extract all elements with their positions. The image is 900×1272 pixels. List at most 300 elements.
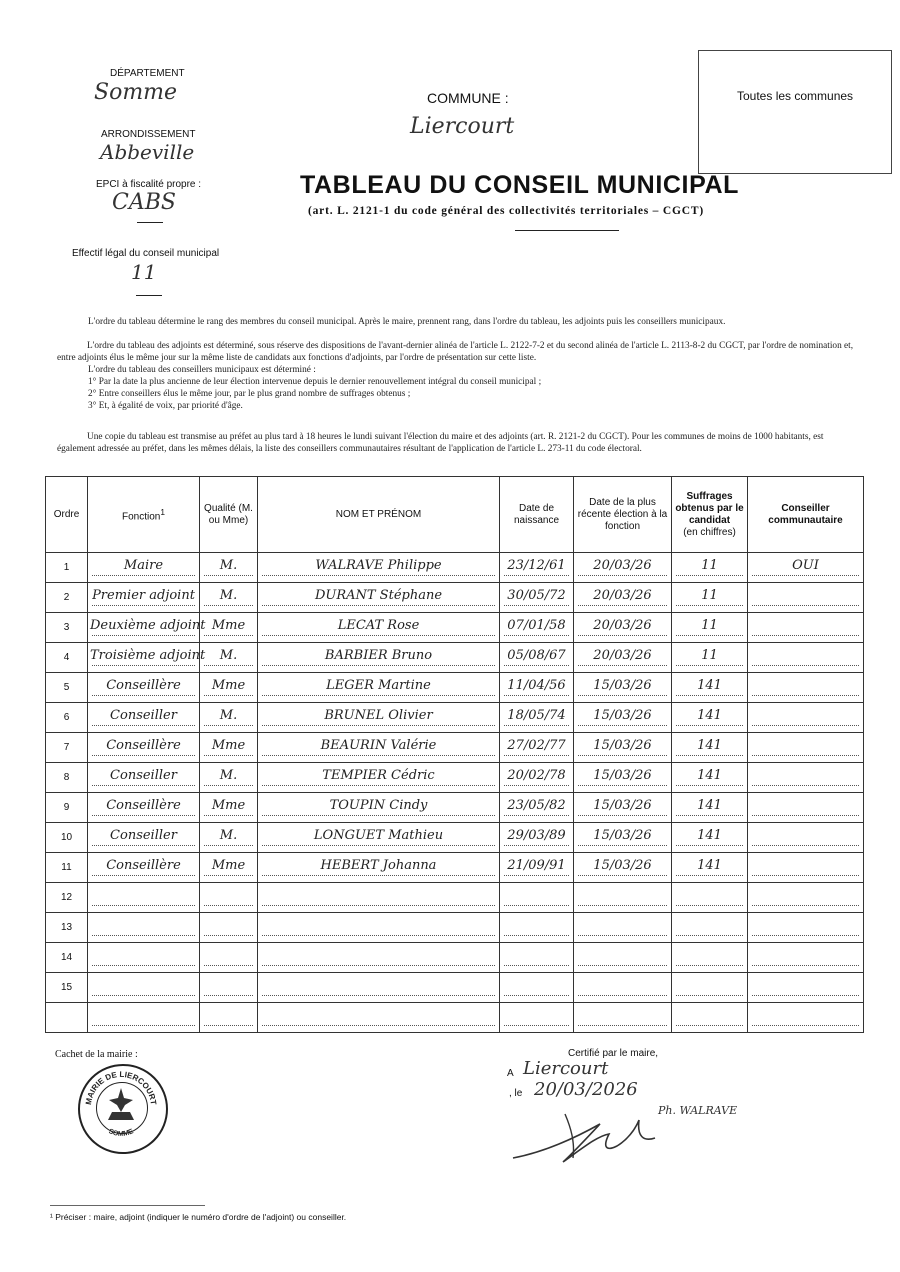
cell-naissance bbox=[500, 943, 574, 973]
cell-ordre: 12 bbox=[46, 883, 88, 913]
cell-qualite bbox=[200, 553, 258, 583]
cell-naissance-value: 29/03/89 bbox=[507, 828, 566, 843]
cell-fonction bbox=[88, 613, 206, 643]
cell-ordre: 14 bbox=[46, 943, 88, 973]
cell-suffrages-value: 141 bbox=[697, 738, 722, 753]
cell-suffrages bbox=[672, 703, 748, 733]
dotted-line bbox=[752, 815, 859, 816]
cell-naissance bbox=[500, 913, 574, 943]
certifie-label: Certifié par le maire, bbox=[568, 1048, 659, 1059]
seal-text-top: MAIRIE DE LIERCOURT bbox=[83, 1069, 158, 1106]
cell-qualite bbox=[200, 763, 258, 793]
cell-fonction-value: Conseiller bbox=[110, 768, 177, 783]
cell-suffrages-value: 11 bbox=[701, 648, 718, 663]
cell-qualite bbox=[200, 703, 258, 733]
table-row bbox=[46, 943, 864, 973]
arrondissement-label: ARRONDISSEMENT bbox=[101, 129, 196, 140]
dotted-line bbox=[752, 635, 859, 636]
cell-naissance bbox=[500, 733, 574, 763]
dotted-line bbox=[92, 635, 195, 636]
dotted-line bbox=[204, 935, 253, 936]
cell-nom bbox=[258, 973, 500, 1003]
dotted-line bbox=[504, 875, 569, 876]
header-naissance: Date de naissance bbox=[500, 477, 574, 553]
cell-ordre: 3 bbox=[46, 613, 88, 643]
table-row bbox=[46, 763, 864, 793]
cell-qualite bbox=[200, 733, 258, 763]
table-row bbox=[46, 703, 864, 733]
dotted-line bbox=[204, 605, 253, 606]
dotted-line bbox=[578, 695, 667, 696]
cell-election bbox=[574, 1003, 672, 1033]
cell-election-value: 15/03/26 bbox=[593, 798, 652, 813]
cell-suffrages-value: 141 bbox=[697, 708, 722, 723]
dotted-line bbox=[752, 995, 859, 996]
cell-election-value: 15/03/26 bbox=[593, 708, 652, 723]
dotted-line bbox=[578, 665, 667, 666]
cell-qualite-value: Mme bbox=[211, 618, 246, 633]
dotted-line bbox=[504, 755, 569, 756]
cell-suffrages-value: 11 bbox=[701, 618, 718, 633]
dotted-line bbox=[262, 905, 495, 906]
cell-nom-value: LONGUET Mathieu bbox=[313, 828, 444, 843]
cell-qualite bbox=[200, 973, 258, 1003]
cell-suffrages bbox=[672, 943, 748, 973]
cell-fonction-value: Maire bbox=[123, 558, 164, 573]
cell-fonction-value: Conseillère bbox=[106, 858, 181, 873]
cell-election bbox=[574, 853, 672, 883]
dotted-line bbox=[92, 665, 195, 666]
cell-communautaire-value: OUI bbox=[792, 558, 819, 573]
cell-election-value: 15/03/26 bbox=[593, 828, 652, 843]
cell-qualite bbox=[200, 943, 258, 973]
le-label: , le bbox=[509, 1088, 523, 1099]
cell-election bbox=[574, 583, 672, 613]
cell-communautaire bbox=[748, 943, 864, 973]
cell-fonction bbox=[88, 733, 200, 763]
dotted-line bbox=[578, 995, 667, 996]
dotted-line bbox=[262, 1025, 495, 1026]
dotted-line bbox=[262, 875, 495, 876]
header-election: Date de la plus récente élection à la fonction bbox=[574, 477, 672, 553]
dotted-line bbox=[204, 1025, 253, 1026]
cell-election bbox=[574, 943, 672, 973]
cell-naissance-value: 21/09/91 bbox=[507, 858, 566, 873]
cell-fonction bbox=[88, 763, 200, 793]
cell-election bbox=[574, 643, 672, 673]
cell-suffrages-value: 11 bbox=[701, 558, 718, 573]
intro-paragraph-6: 3° Et, à égalité de voix, par priorité d'âge. bbox=[88, 401, 243, 411]
seal-inner-ring bbox=[96, 1082, 148, 1134]
cell-fonction bbox=[88, 673, 200, 703]
epci-divider bbox=[137, 222, 163, 223]
cell-naissance bbox=[500, 553, 574, 583]
dotted-line bbox=[92, 935, 195, 936]
cell-election-value: 20/03/26 bbox=[593, 558, 652, 573]
dotted-line bbox=[676, 695, 743, 696]
table-row bbox=[46, 673, 864, 703]
cell-nom bbox=[258, 943, 500, 973]
cell-nom bbox=[258, 703, 500, 733]
dotted-line bbox=[504, 635, 569, 636]
dotted-line bbox=[92, 605, 195, 606]
cell-fonction bbox=[88, 583, 200, 613]
cell-election-value: 15/03/26 bbox=[593, 858, 652, 873]
table-row bbox=[46, 823, 864, 853]
cell-fonction-value: Troisième adjoint bbox=[90, 648, 206, 663]
cell-election bbox=[574, 823, 672, 853]
cell-fonction-value: Conseillère bbox=[106, 678, 181, 693]
table-row bbox=[46, 913, 864, 943]
a-label: A bbox=[507, 1068, 514, 1079]
seal-text-bottom: SOMME bbox=[107, 1128, 135, 1138]
cell-fonction-value: Conseiller bbox=[110, 708, 177, 723]
cell-communautaire bbox=[748, 613, 864, 643]
cell-suffrages bbox=[672, 823, 748, 853]
dotted-line bbox=[92, 815, 195, 816]
cell-nom bbox=[258, 883, 500, 913]
cell-fonction bbox=[88, 973, 200, 1003]
dotted-line bbox=[676, 635, 743, 636]
cell-naissance-value: 30/05/72 bbox=[507, 588, 566, 603]
dotted-line bbox=[92, 785, 195, 786]
effectif-divider bbox=[136, 295, 162, 296]
dotted-line bbox=[578, 575, 667, 576]
intro-paragraph-4: 1° Par la date la plus ancienne de leur élection intervenue depuis le dernier renouvellement intégral du conseil municipal ; bbox=[88, 377, 542, 387]
cell-election-value: 15/03/26 bbox=[593, 678, 652, 693]
dotted-line bbox=[676, 905, 743, 906]
dotted-line bbox=[752, 575, 859, 576]
dotted-line bbox=[262, 605, 495, 606]
cell-fonction-value: Conseillère bbox=[106, 738, 181, 753]
cell-ordre: 15 bbox=[46, 973, 88, 1003]
cachet-label: Cachet de la mairie : bbox=[55, 1049, 138, 1060]
dotted-line bbox=[262, 575, 495, 576]
dotted-line bbox=[504, 935, 569, 936]
cell-fonction bbox=[88, 703, 200, 733]
dotted-line bbox=[578, 755, 667, 756]
cell-nom-value: BEAURIN Valérie bbox=[320, 738, 437, 753]
page-title: TABLEAU DU CONSEIL MUNICIPAL bbox=[300, 171, 740, 199]
cell-communautaire bbox=[748, 853, 864, 883]
cell-communautaire bbox=[748, 913, 864, 943]
cell-fonction bbox=[88, 883, 200, 913]
cell-election-value: 20/03/26 bbox=[593, 618, 652, 633]
dotted-line bbox=[676, 845, 743, 846]
dotted-line bbox=[752, 1025, 859, 1026]
table-row bbox=[46, 973, 864, 1003]
dotted-line bbox=[262, 935, 495, 936]
table-row bbox=[46, 793, 864, 823]
table-row bbox=[46, 583, 864, 613]
cell-naissance bbox=[500, 763, 574, 793]
cell-communautaire bbox=[748, 703, 864, 733]
dotted-line bbox=[92, 755, 195, 756]
table-row bbox=[46, 1003, 864, 1033]
cell-fonction-value: Conseillère bbox=[106, 798, 181, 813]
dotted-line bbox=[92, 845, 195, 846]
communes-box bbox=[698, 50, 892, 174]
table-row bbox=[46, 613, 864, 643]
cell-qualite bbox=[200, 1003, 258, 1033]
cell-nom bbox=[258, 823, 500, 853]
cell-suffrages bbox=[672, 1003, 748, 1033]
cell-communautaire bbox=[748, 763, 864, 793]
cell-fonction bbox=[88, 643, 206, 673]
cell-ordre bbox=[46, 1003, 88, 1033]
cell-suffrages bbox=[672, 853, 748, 883]
dotted-line bbox=[504, 725, 569, 726]
cell-communautaire bbox=[748, 793, 864, 823]
cell-nom-value: HEBERT Johanna bbox=[320, 858, 437, 873]
cell-suffrages bbox=[672, 673, 748, 703]
dotted-line bbox=[676, 575, 743, 576]
cell-ordre: 7 bbox=[46, 733, 88, 763]
cell-qualite-value: M. bbox=[219, 768, 238, 783]
cell-election bbox=[574, 703, 672, 733]
intro-paragraph-7: Une copie du tableau est transmise au préfet au plus tard à 18 heures le lundi suivant l'élection du maire et des adjoints (art. R. 2121-2 du CGCT). Pour les communes de moins de 1000 habitants, est également adressée au préfet, dans les mêmes délais, la liste des conseillers communautaires résultant de l'application de l'article L. 273-11 du code électoral. bbox=[57, 432, 824, 454]
dotted-line bbox=[578, 875, 667, 876]
epci-value: CABS bbox=[112, 190, 176, 215]
dotted-line bbox=[578, 725, 667, 726]
cell-nom bbox=[258, 553, 500, 583]
dotted-line bbox=[204, 695, 253, 696]
cell-qualite-value: Mme bbox=[211, 858, 246, 873]
header-fonction bbox=[88, 477, 200, 553]
dotted-line bbox=[752, 695, 859, 696]
dotted-line bbox=[204, 875, 253, 876]
header-fonction-sup: 1 bbox=[160, 506, 165, 517]
cell-suffrages-value: 141 bbox=[697, 858, 722, 873]
cell-nom bbox=[258, 1003, 500, 1033]
dotted-line bbox=[578, 905, 667, 906]
cell-communautaire bbox=[748, 673, 864, 703]
footnote: ¹ Préciser : maire, adjoint (indiquer le numéro d'ordre de l'adjoint) ou conseiller. bbox=[50, 1212, 347, 1222]
effectif-value: 11 bbox=[131, 260, 157, 284]
dotted-line bbox=[92, 695, 195, 696]
dotted-line bbox=[262, 665, 495, 666]
table-body bbox=[46, 553, 864, 1033]
cell-nom bbox=[258, 733, 500, 763]
cell-nom-value: BRUNEL Olivier bbox=[324, 708, 433, 723]
cell-fonction bbox=[88, 853, 200, 883]
cell-election bbox=[574, 973, 672, 1003]
intro-paragraph-2: L'ordre du tableau des adjoints est déterminé, sous réserve des dispositions de l'avant-dernier alinéa de l'article L. 2122-7-2 et du second alinéa de l'article L. 2113-8-2 du CGCT, par l'ordre de nomination et, entre adjoints élus le même jour sur la même liste de candidats aux fonctions d'adjoints, par l'ordre de présentation sur cette liste. bbox=[57, 341, 854, 363]
le-value: 20/03/2026 bbox=[534, 1079, 638, 1100]
dotted-line bbox=[204, 755, 253, 756]
cell-suffrages bbox=[672, 733, 748, 763]
cell-naissance bbox=[500, 613, 574, 643]
cell-ordre: 13 bbox=[46, 913, 88, 943]
intro-paragraph-5: 2° Entre conseillers élus le même jour, par le plus grand nombre de suffrages obtenus ; bbox=[88, 389, 411, 399]
header-qualite: Qualité (M. ou Mme) bbox=[200, 477, 258, 553]
table-header-row bbox=[46, 477, 864, 553]
cell-fonction-value: Conseiller bbox=[110, 828, 177, 843]
cell-qualite bbox=[200, 883, 258, 913]
dotted-line bbox=[752, 905, 859, 906]
cell-fonction bbox=[88, 823, 200, 853]
dotted-line bbox=[504, 1025, 569, 1026]
dotted-line bbox=[92, 575, 195, 576]
dotted-line bbox=[504, 665, 569, 666]
cell-election bbox=[574, 883, 672, 913]
cell-nom bbox=[258, 763, 500, 793]
dotted-line bbox=[578, 815, 667, 816]
cell-election bbox=[574, 763, 672, 793]
dotted-line bbox=[578, 845, 667, 846]
intro-paragraph-1: L'ordre du tableau détermine le rang des membres du conseil municipal. Après le maire, prennent rang, dans l'ordre du tableau, les adjoints puis les conseillers municipaux. bbox=[88, 317, 726, 327]
cell-naissance-value: 07/01/58 bbox=[507, 618, 566, 633]
cell-communautaire bbox=[748, 823, 864, 853]
cell-qualite-value: M. bbox=[219, 588, 238, 603]
cell-suffrages bbox=[672, 613, 748, 643]
cell-suffrages bbox=[672, 583, 748, 613]
header-fonction-text: Fonction bbox=[122, 511, 161, 523]
cell-election-value: 20/03/26 bbox=[593, 648, 652, 663]
cell-nom-value: TEMPIER Cédric bbox=[322, 768, 435, 783]
cell-naissance bbox=[500, 643, 574, 673]
dotted-line bbox=[204, 965, 253, 966]
effectif-label: Effectif légal du conseil municipal bbox=[72, 248, 220, 259]
cell-naissance-value: 20/02/78 bbox=[507, 768, 566, 783]
cell-suffrages bbox=[672, 763, 748, 793]
a-value: Liercourt bbox=[523, 1058, 609, 1079]
cell-suffrages-value: 11 bbox=[701, 588, 718, 603]
cell-fonction-value: Deuxième adjoint bbox=[90, 618, 206, 633]
cell-communautaire bbox=[748, 553, 864, 583]
dotted-line bbox=[204, 725, 253, 726]
dotted-line bbox=[262, 725, 495, 726]
cell-fonction bbox=[88, 943, 200, 973]
cell-ordre: 9 bbox=[46, 793, 88, 823]
cell-nom-value: LECAT Rose bbox=[337, 618, 420, 633]
cell-ordre: 4 bbox=[46, 643, 88, 673]
header-suffrages-bold: Suffrages obtenus par le candidat bbox=[675, 490, 744, 526]
dotted-line bbox=[578, 965, 667, 966]
cell-qualite bbox=[200, 673, 258, 703]
dotted-line bbox=[504, 845, 569, 846]
cell-ordre: 2 bbox=[46, 583, 88, 613]
dotted-line bbox=[676, 605, 743, 606]
conseil-table bbox=[45, 476, 864, 1033]
dotted-line bbox=[92, 965, 195, 966]
cell-ordre: 1 bbox=[46, 553, 88, 583]
dotted-line bbox=[204, 575, 253, 576]
cell-naissance-value: 23/05/82 bbox=[507, 798, 566, 813]
cell-fonction bbox=[88, 913, 200, 943]
cell-nom-value: LEGER Martine bbox=[326, 678, 431, 693]
cell-suffrages bbox=[672, 793, 748, 823]
cell-naissance-value: 27/02/77 bbox=[507, 738, 566, 753]
cell-qualite-value: M. bbox=[219, 708, 238, 723]
cell-fonction bbox=[88, 793, 200, 823]
table-row bbox=[46, 883, 864, 913]
cell-nom bbox=[258, 613, 500, 643]
cell-election-value: 15/03/26 bbox=[593, 768, 652, 783]
footnote-divider bbox=[50, 1205, 205, 1206]
cell-fonction bbox=[88, 553, 200, 583]
cell-naissance-value: 23/12/61 bbox=[507, 558, 566, 573]
cell-naissance bbox=[500, 583, 574, 613]
dotted-line bbox=[204, 785, 253, 786]
dotted-line bbox=[504, 995, 569, 996]
cell-qualite bbox=[200, 793, 258, 823]
dotted-line bbox=[504, 695, 569, 696]
dotted-line bbox=[676, 785, 743, 786]
dotted-line bbox=[578, 605, 667, 606]
dotted-line bbox=[262, 785, 495, 786]
table-row bbox=[46, 853, 864, 883]
cell-communautaire bbox=[748, 883, 864, 913]
dotted-line bbox=[752, 605, 859, 606]
cell-qualite-value: M. bbox=[219, 648, 238, 663]
header-suffrages bbox=[672, 477, 748, 553]
cell-nom bbox=[258, 673, 500, 703]
cell-communautaire bbox=[748, 583, 864, 613]
cell-fonction bbox=[88, 1003, 200, 1033]
dotted-line bbox=[504, 815, 569, 816]
cell-ordre: 10 bbox=[46, 823, 88, 853]
dotted-line bbox=[262, 695, 495, 696]
cell-naissance bbox=[500, 883, 574, 913]
cell-ordre: 5 bbox=[46, 673, 88, 703]
cell-election bbox=[574, 613, 672, 643]
cell-qualite bbox=[200, 913, 258, 943]
dotted-line bbox=[676, 935, 743, 936]
cell-suffrages-value: 141 bbox=[697, 768, 722, 783]
cell-qualite bbox=[200, 583, 258, 613]
cell-election bbox=[574, 733, 672, 763]
cell-suffrages bbox=[672, 553, 748, 583]
table-row bbox=[46, 643, 864, 673]
cell-ordre: 11 bbox=[46, 853, 88, 883]
dotted-line bbox=[676, 665, 743, 666]
cell-communautaire bbox=[748, 1003, 864, 1033]
header-communautaire: Conseiller communautaire bbox=[748, 477, 864, 553]
cell-suffrages bbox=[672, 913, 748, 943]
dotted-line bbox=[752, 665, 859, 666]
cell-naissance-value: 18/05/74 bbox=[507, 708, 566, 723]
cell-election bbox=[574, 673, 672, 703]
dotted-line bbox=[676, 1025, 743, 1026]
cell-naissance bbox=[500, 853, 574, 883]
cell-naissance bbox=[500, 973, 574, 1003]
dotted-line bbox=[92, 875, 195, 876]
cell-nom bbox=[258, 583, 500, 613]
dotted-line bbox=[504, 965, 569, 966]
cell-suffrages-value: 141 bbox=[697, 828, 722, 843]
cell-qualite-value: M. bbox=[219, 828, 238, 843]
dotted-line bbox=[578, 785, 667, 786]
cell-election-value: 15/03/26 bbox=[593, 738, 652, 753]
cell-election bbox=[574, 553, 672, 583]
dotted-line bbox=[204, 905, 253, 906]
dotted-line bbox=[262, 755, 495, 756]
dotted-line bbox=[92, 725, 195, 726]
dotted-line bbox=[204, 665, 253, 666]
dotted-line bbox=[204, 845, 253, 846]
communes-box-text: Toutes les communes bbox=[737, 89, 854, 103]
cell-ordre: 6 bbox=[46, 703, 88, 733]
cell-communautaire bbox=[748, 733, 864, 763]
dotted-line bbox=[578, 1025, 667, 1026]
cell-suffrages bbox=[672, 643, 748, 673]
dotted-line bbox=[504, 905, 569, 906]
cell-qualite bbox=[200, 613, 258, 643]
cell-suffrages bbox=[672, 973, 748, 1003]
cell-nom bbox=[258, 913, 500, 943]
dotted-line bbox=[752, 965, 859, 966]
